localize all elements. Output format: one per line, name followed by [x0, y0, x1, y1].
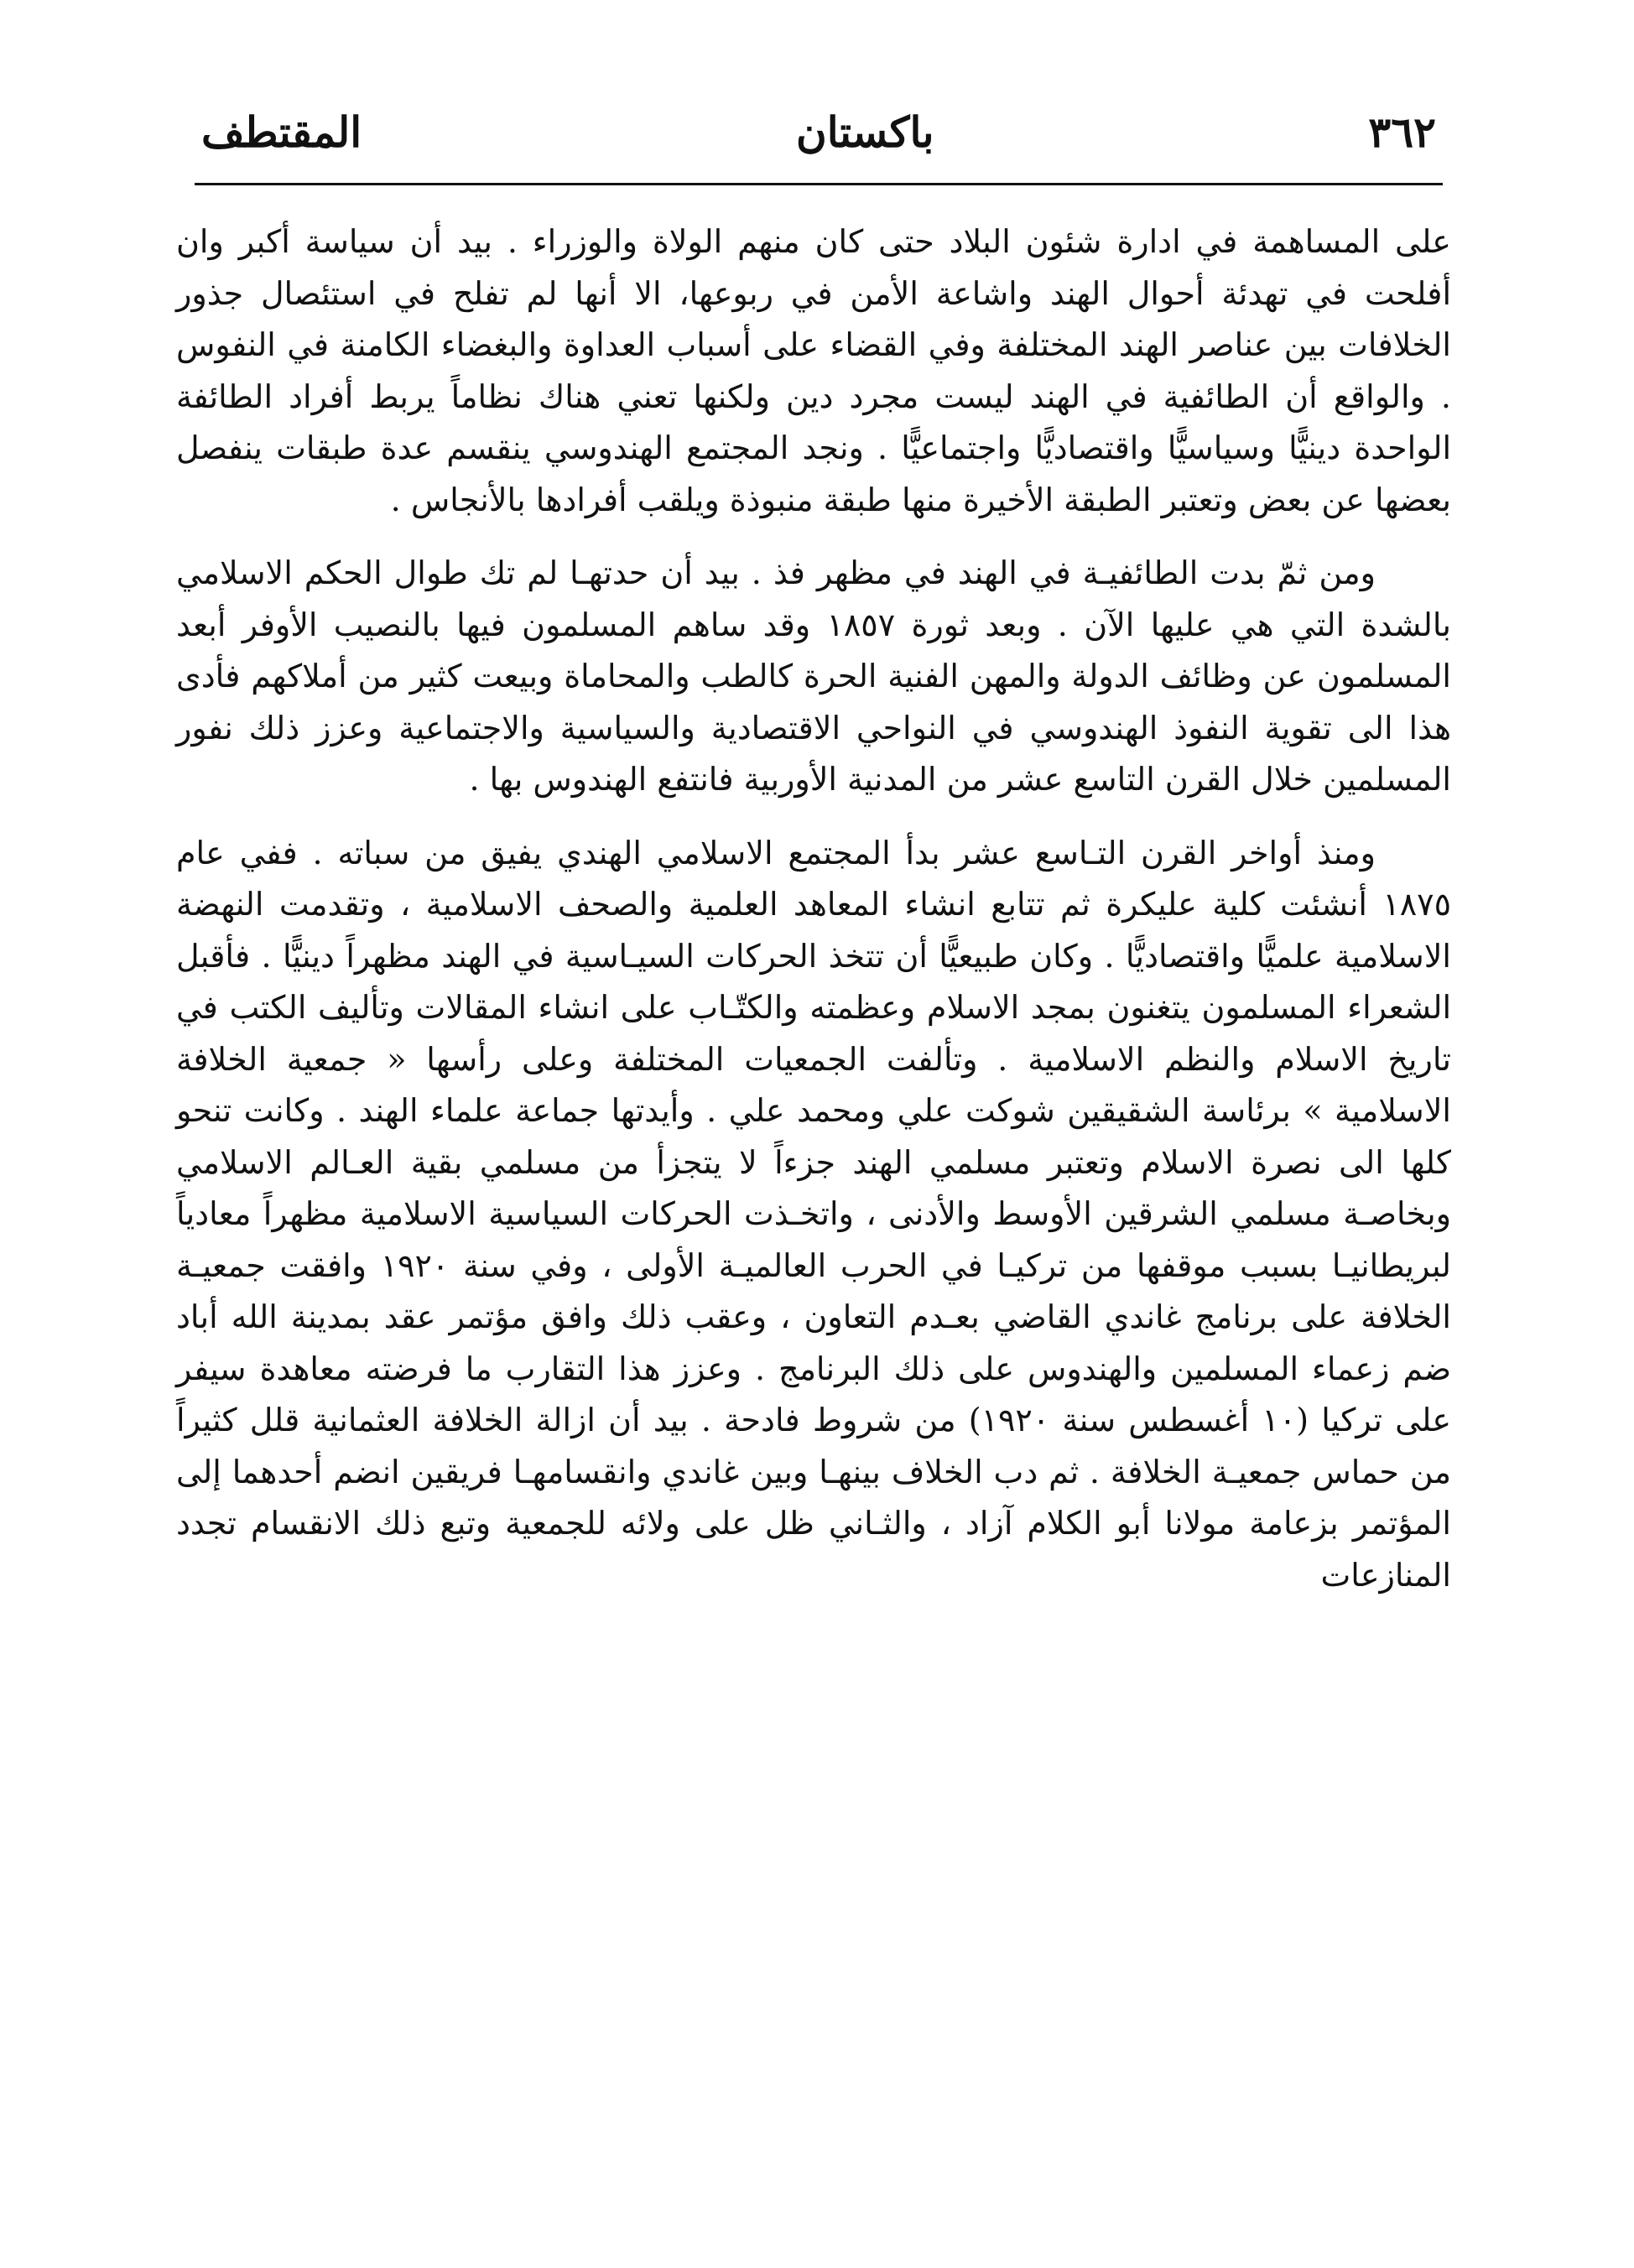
paragraph-2: ومن ثمّ بدت الطائفيـة في الهند في مظهر فذ . بيد أن حدتهـا لم تك طوال الحكم الاسلامي بالشدة التي هي عليها الآن . وبعد ثورة ١٨٥٧ وقد ساهم المسلمون فيها بالنصيب الأوفر أبعد المسلمون عن وظائف الدولة والمهن الفنية الحرة كالطب والمحاماة وبيعت كثير من أملاكهم فأدى هذا الى تقوية النفوذ الهندوسي في النواحي الاقتصادية والسياسية والاجتماعية وعزز ذلك نفور المسلمين خلال القرن التاسع عشر من المدنية الأوربية فانتفع الهندوس بها . [176, 554, 1452, 798]
running-header [201, 94, 1436, 169]
paragraph-3: ومنذ أواخر القرن التـاسع عشر بدأ المجتمع الاسلامي الهندي يفيق من سباته . ففي عام ١٨٧٥ أنشئت كلية عليكرة ثم تتابع انشاء المعاهد العلمية والصحف الاسلامية ، وتقدمت النهضة الاسلامية علميًّا واقتصاديًّا . وكان طبيعيًّا أن تتخذ الحركات السيـاسية في الهند مظهراً دينيًّا . فأقبل الشعراء المسلمون يتغنون بمجد الاسلام وعظمته والكتّـاب على انشاء المقالات وتأليف الكتب في تاريخ الاسلام والنظم الاسلامية . وتألفت الجمعيات المختلفة وعلى رأسها « جمعية الخلافة الاسلامية » برئاسة الشقيقين شوكت علي ومحمد علي . وأيدتها جماعة علماء الهند . وكانت تنحو كلها الى نصرة الاسلام وتعتبر مسلمي الهند جزءاً لا يتجزأ من مسلمي بقية العـالم الاسلامي وبخاصـة مسلمي الشرقين الأوسط والأدنى ، واتخـذت الحركات السياسية الاسلامية مظهراً معادياً لبريطانيـا بسبب موقفها من تركيـا في الحرب العالميـة الأولى ، وفي سنة ١٩٢٠ وافقت جمعيـة الخلافة على برنامج غاندي القاضي بعـدم التعاون ، وعقب ذلك وافق مؤتمر عقد بمدينة الله أباد ضم زعماء المسلمين والهندوس على ذلك البرنامج . وعزز هذا التقارب ما فرضته معاهدة سيفر على تركيا (١٠ أغسطس سنة ١٩٢٠) من شروط فادحة . بيد أن ازالة الخلافة العثمانية قلل كثيراً من حماس جمعيـة الخلافة . ثم دب الخلاف بينهـا وبين غاندي وانقسامهـا فريقين انضم أحدهما إلى المؤتمر بزعامة مولانا أبو الكلام آزاد ، والثـاني ظل على ولائه للجمعية وتبع ذلك الانقسام تجدد المنازعات [176, 834, 1452, 1594]
body-text [176, 216, 1451, 1601]
journal-name: المقتطف [201, 107, 362, 157]
header-divider [195, 183, 1443, 185]
page-number: ٣٦٢ [1368, 107, 1436, 157]
section-title: باكستان [796, 107, 934, 157]
paragraph-1: على المساهمة في ادارة شئون البلاد حتى كان منهم الولاة والوزراء . بيد أن سياسة أكبر وان أفلحت في تهدئة أحوال الهند واشاعة الأمن في ربوعها، الا أنها لم تفلح في استئصال جذور الخلافات بين عناصر الهند المختلفة وفي القضاء على أسباب العداوة والبغضاء الكامنة في النفوس . والواقع أن الطائفية في الهند ليست مجرد دين ولكنها تعني هناك نظاماً يربط أفراد الطائفة الواحدة دينيًّا وسياسيًّا واقتصاديًّا واجتماعيًّا . ونجد المجتمع الهندوسي ينقسم عدة طبقات ينفصل بعضها عن بعض وتعتبر الطبقة الأخيرة منها طبقة منبوذة ويلقب أفرادها بالأنجاس . [176, 223, 1451, 518]
